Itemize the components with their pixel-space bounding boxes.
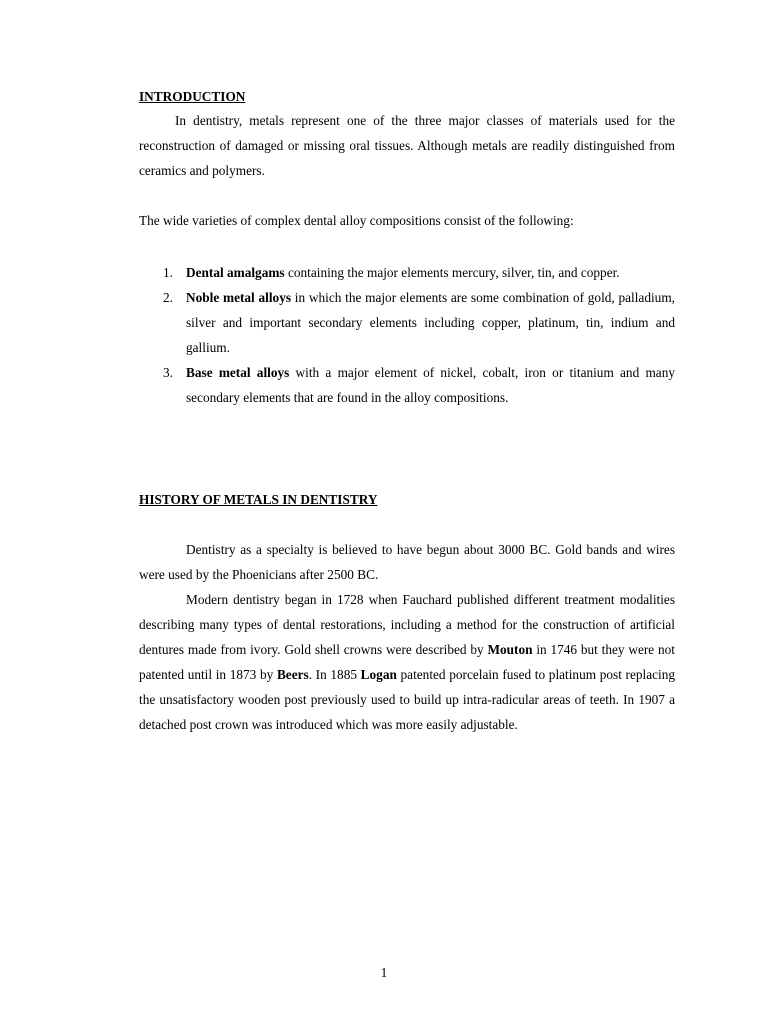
history-text: patented porcelain fused to platinum post replacing the unsatisfactory wooden post previously used to build up intra-radicular areas of teeth. In 1907 a detached post crown was introduced which was more easily adjustable. <box>139 667 676 732</box>
introduction-paragraph: In dentistry, metals represent one of the three major classes of materials used for the reconstruction of damaged or missing oral tissues. Although metals are readily distinguished from ceramics and polymers. <box>139 113 675 178</box>
history-paragraph-2 <box>139 587 675 737</box>
person-name-logan: Logan <box>360 667 397 682</box>
history-text: . In 1885 <box>308 667 361 682</box>
alloy-list-lead: The wide varieties of complex dental alloy compositions consist of the following: <box>139 213 574 228</box>
list-item-term: Base metal alloys <box>186 365 290 380</box>
alloy-composition-list <box>139 260 675 410</box>
list-item-dental-amalgams <box>139 260 675 285</box>
list-item-text: with a major element of nickel, cobalt, iron or titanium and many secondary elements that are found in the alloy compositions. <box>186 365 676 405</box>
history-text: Modern dentistry began in 1728 when Fauchard published different treatment modalities describing many types of dental restorations, including a method for the construction of artificial dentures made from ivory. Gold shell crowns were described by <box>139 592 675 657</box>
person-name-beers: Beers <box>276 667 309 682</box>
list-item-term: Dental amalgams <box>186 265 285 280</box>
history-paragraph-1: Dentistry as a specialty is believed to have begun about 3000 BC. Gold bands and wires were used by the Phoenicians after 2500 BC. <box>139 542 675 582</box>
history-heading: HISTORY OF METALS IN DENTISTRY <box>139 492 378 507</box>
person-name-mouton: Mouton <box>487 642 533 657</box>
list-item-text: containing the major elements mercury, silver, tin, and copper. <box>284 265 620 280</box>
list-item-number: 3. <box>163 365 173 380</box>
list-item-term: Noble metal alloys <box>186 290 292 305</box>
list-item-text: in which the major elements are some combination of gold, palladium, silver and important secondary elements including copper, platinum, tin, indium and gallium. <box>186 290 675 355</box>
introduction-heading: INTRODUCTION <box>139 89 246 104</box>
list-item-number: 1. <box>163 265 173 280</box>
list-item-base-metal-alloys <box>139 360 675 410</box>
page-number: 1 <box>380 965 388 980</box>
list-item-number: 2. <box>163 290 173 305</box>
list-item-noble-metal-alloys <box>139 285 675 360</box>
history-text: in 1746 but they were not patented until in 1873 by <box>139 642 675 682</box>
